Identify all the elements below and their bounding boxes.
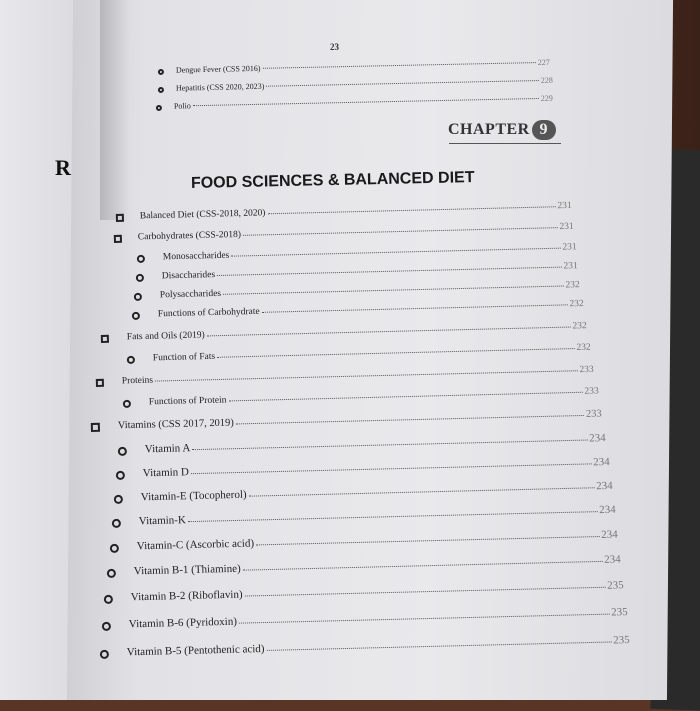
circle-bullet-icon bbox=[158, 69, 164, 75]
entry-label: Vitamin B-2 (Riboflavin) bbox=[130, 588, 243, 604]
chapter-number-badge: 9 bbox=[532, 120, 556, 140]
circle-bullet-icon bbox=[112, 519, 121, 528]
entry-label: Vitamin B-1 (Thiamine) bbox=[133, 562, 241, 578]
square-bullet-icon bbox=[114, 235, 122, 243]
entry-label: Polysaccharides bbox=[159, 288, 222, 301]
entry-label: Carbohydrates (CSS-2018) bbox=[137, 229, 242, 243]
entry-label: Vitamin B-5 (Pentothenic acid) bbox=[126, 642, 265, 659]
chapter-heading bbox=[448, 120, 556, 140]
section-title: FOOD SCIENCES & BALANCED DIET bbox=[190, 169, 475, 192]
entry-label: Functions of Carbohydrate bbox=[157, 306, 260, 320]
entry-page: 232 bbox=[576, 342, 591, 354]
entry-label: Vitamins (CSS 2017, 2019) bbox=[117, 417, 235, 432]
entry-label: Monosaccharides bbox=[162, 250, 230, 263]
entry-page: 232 bbox=[565, 280, 580, 291]
circle-bullet-icon bbox=[134, 293, 142, 301]
entry-page: 235 bbox=[611, 606, 628, 619]
entry-page: 231 bbox=[562, 242, 577, 253]
square-bullet-icon bbox=[101, 335, 109, 343]
entry-label: Vitamin-C (Ascorbic acid) bbox=[136, 537, 255, 553]
entry-label: Fats and Oils (2019) bbox=[126, 330, 205, 343]
entry-page: 231 bbox=[563, 261, 578, 272]
leader-dots bbox=[263, 62, 536, 69]
entry-page: 228 bbox=[540, 75, 553, 85]
entry-label: Balanced Diet (CSS-2018, 2020) bbox=[139, 208, 266, 222]
entry-page: 235 bbox=[613, 634, 630, 647]
left-page-tab-letter: R bbox=[55, 155, 71, 180]
circle-bullet-icon bbox=[118, 447, 127, 456]
entry-page: 234 bbox=[589, 432, 606, 445]
page-number: 23 bbox=[330, 42, 339, 52]
circle-bullet-icon bbox=[132, 312, 140, 320]
entry-label: Hepatitis (CSS 2020, 2023) bbox=[175, 81, 265, 93]
entry-page: 233 bbox=[579, 364, 594, 376]
circle-bullet-icon bbox=[110, 544, 119, 553]
circle-bullet-icon bbox=[158, 87, 164, 93]
circle-bullet-icon bbox=[107, 569, 116, 578]
entry-page: 231 bbox=[559, 221, 574, 233]
entry-page: 234 bbox=[604, 553, 621, 566]
entry-label: Vitamin D bbox=[142, 466, 190, 480]
entry-page: 234 bbox=[599, 503, 616, 517]
entry-page: 234 bbox=[596, 479, 613, 493]
entry-page: 235 bbox=[607, 579, 624, 592]
entry-label: Function of Fats bbox=[152, 351, 216, 364]
circle-bullet-icon bbox=[127, 356, 135, 364]
entry-page: 233 bbox=[584, 386, 599, 397]
page-shadow bbox=[100, 0, 130, 220]
entry-label: Polio bbox=[173, 101, 191, 111]
entry-label: Vitamin-K bbox=[138, 514, 186, 528]
entry-page: 233 bbox=[585, 408, 602, 420]
circle-bullet-icon bbox=[100, 650, 109, 659]
entry-page: 232 bbox=[569, 298, 584, 310]
circle-bullet-icon bbox=[102, 622, 111, 631]
circle-bullet-icon bbox=[114, 495, 123, 504]
entry-page: 234 bbox=[593, 455, 610, 469]
circle-bullet-icon bbox=[123, 400, 131, 408]
entry-label: Proteins bbox=[121, 375, 154, 387]
chapter-label: CHAPTER bbox=[448, 121, 530, 138]
circle-bullet-icon bbox=[104, 595, 113, 604]
entry-label: Dengue Fever (CSS 2016) bbox=[175, 63, 261, 75]
entry-label: Disaccharides bbox=[161, 270, 216, 282]
entry-label: Vitamin A bbox=[144, 442, 191, 456]
square-bullet-icon bbox=[116, 214, 124, 222]
entry-label: Functions of Protein bbox=[148, 395, 227, 408]
circle-bullet-icon bbox=[136, 274, 144, 282]
entry-page: 234 bbox=[601, 528, 618, 541]
chapter-underline bbox=[449, 143, 561, 144]
entry-page: 231 bbox=[557, 200, 572, 212]
circle-bullet-icon bbox=[156, 105, 162, 111]
square-bullet-icon bbox=[96, 379, 104, 387]
entry-label: Vitamin B-6 (Pyridoxin) bbox=[128, 615, 238, 631]
circle-bullet-icon bbox=[116, 471, 125, 480]
entry-page: 232 bbox=[572, 321, 587, 332]
leader-dots bbox=[266, 80, 539, 87]
entry-page: 229 bbox=[540, 93, 553, 103]
circle-bullet-icon bbox=[137, 255, 145, 263]
square-bullet-icon bbox=[91, 423, 100, 432]
entry-page: 227 bbox=[537, 57, 550, 68]
entry-label: Vitamin-E (Tocopherol) bbox=[140, 488, 247, 504]
